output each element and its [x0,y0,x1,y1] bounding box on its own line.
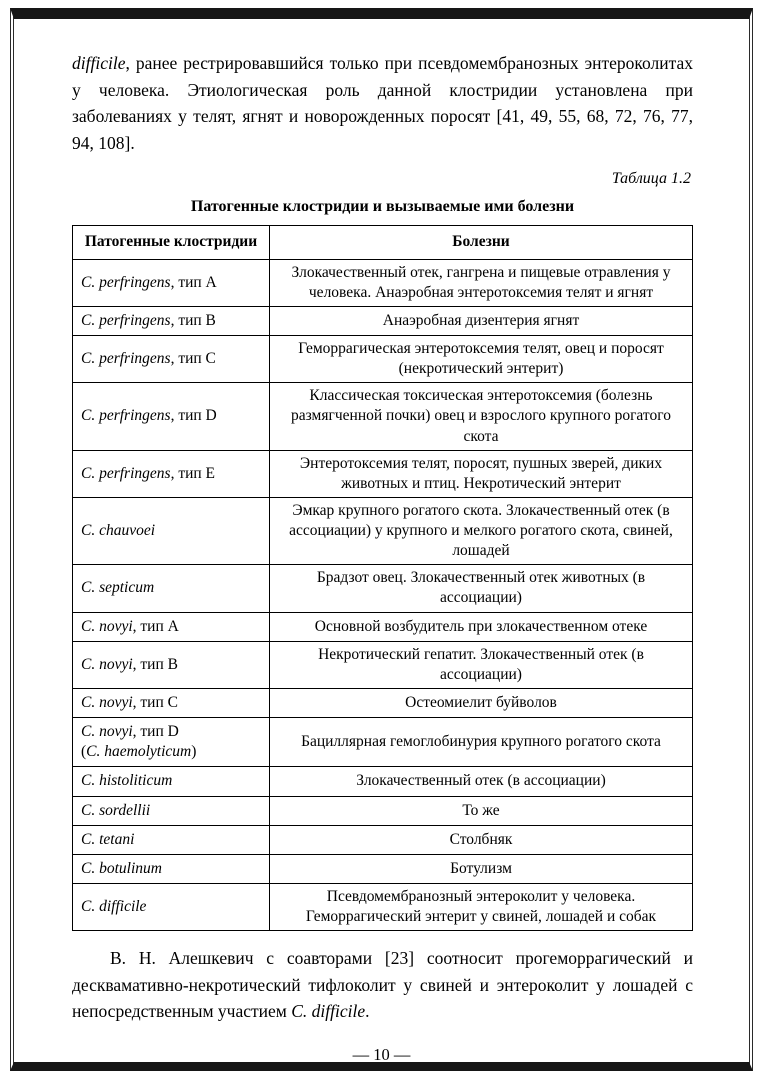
pathogen-cell: C. septicum [73,565,270,612]
closing-paragraph: В. Н. Алешкевич с соавторами [23] соотносит прогеморрагический и десквамативно-некротический тифлоколит у свиней и энтероколит у лошадей с непосредственным участием C. difficile. [72,948,693,1021]
pathogen-cell: C. botulinum [73,854,270,883]
pathogen-column-header: Патогенные клостридии [73,226,270,259]
table-label: Таблица 1.2 [611,170,691,188]
clostridia-table-head [73,226,693,259]
pathogen-cell: C. novyi, тип A [73,612,270,641]
pathogen-cell: C. chauvoei [73,497,270,564]
pathogen-cell: C. perfringens, тип C [73,335,270,382]
pathogen-cell: C. novyi, тип C [73,689,270,718]
disease-cell: Некротический гепатит. Злокачественный отек (в ассоциации) [270,641,693,688]
pathogen-cell: C. perfringens, тип D [73,383,270,450]
pathogen-cell: C. histoliticum [73,767,270,796]
table-row [73,612,693,641]
table-row [73,306,693,335]
disease-cell: Ботулизм [270,854,693,883]
table-title: Патогенные клостридии и вызываемые ими болезни [190,198,575,216]
table-row [73,718,693,767]
clostridia-table [72,225,693,931]
table-row [73,767,693,796]
disease-cell: Злокачественный отек, гангрена и пищевые отравления у человека. Анаэробная энтеротоксемия телят и ягнят [270,259,693,306]
table-row [73,641,693,688]
disease-cell: Энтеротоксемия телят, поросят, пушных зверей, диких животных и птиц. Некротический энтерит [270,450,693,497]
disease-cell: То же [270,796,693,825]
disease-column-header: Болезни [270,226,693,259]
pathogen-cell: C. novyi, тип D (C. haemolyticum) [73,718,270,767]
intro-paragraph: difficile, ранее рестрировавшийся только при псевдомембранозных энтероколитах у человека. Этиологическая роль данной клостридии установлена при заболеваниях у телят, ягнят и новорожденных поросят [41, 49, 55, 68, 72, 76, 77, 94, 108]. [72,53,693,153]
disease-cell: Псевдомембранозный энтероколит у человека. Геморрагический энтерит у свиней, лошадей и собак [270,884,693,931]
table-row [73,689,693,718]
table-row [73,259,693,306]
page-number: — 10 — [352,1045,411,1064]
pathogen-cell: C. novyi, тип B [73,641,270,688]
pathogen-cell: C. difficile [73,884,270,931]
page-content [72,50,693,1049]
disease-cell: Бациллярная гемоглобинурия крупного рогатого скота [270,718,693,767]
header-row [73,226,693,259]
table-row [73,796,693,825]
disease-cell: Остеомиелит буйволов [270,689,693,718]
disease-cell: Анаэробная дизентерия ягнят [270,306,693,335]
table-row [73,565,693,612]
pathogen-cell: C. perfringens, тип E [73,450,270,497]
table-row [73,383,693,450]
disease-cell: Столбняк [270,825,693,854]
table-row [73,884,693,931]
disease-cell: Брадзот овец. Злокачественный отек животных (в ассоциации) [270,565,693,612]
table-row [73,854,693,883]
pathogen-cell: C. perfringens, тип B [73,306,270,335]
disease-cell: Злокачественный отек (в ассоциации) [270,767,693,796]
table-row [73,335,693,382]
clostridia-table-body [73,259,693,931]
disease-cell: Эмкар крупного рогатого скота. Злокачественный отек (в ассоциации) у крупного и мелкого рогатого скота, свиней, лошадей [270,497,693,564]
disease-cell: Классическая токсическая энтеротоксемия (болезнь размягченной почки) овец и взрослого крупного рогатого скота [270,383,693,450]
disease-cell: Геморрагическая энтеротоксемия телят, овец и поросят (некротический энтерит) [270,335,693,382]
table-row [73,825,693,854]
pathogen-cell: C. tetani [73,825,270,854]
table-row [73,450,693,497]
pathogen-cell: C. sordellii [73,796,270,825]
disease-cell: Основной возбудитель при злокачественном отеке [270,612,693,641]
pathogen-cell: C. perfringens, тип A [73,259,270,306]
table-row [73,497,693,564]
